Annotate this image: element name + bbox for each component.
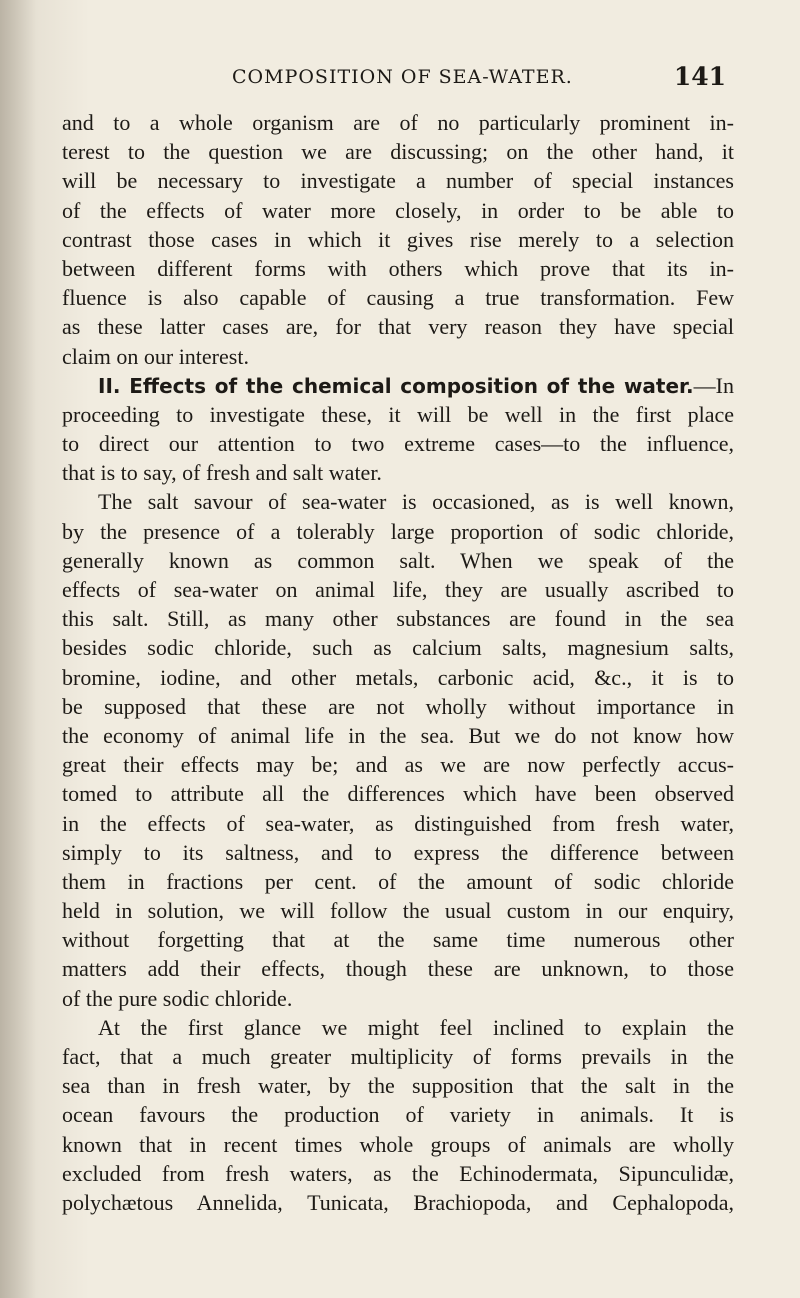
text-line: be supposed that these are not wholly without importance in <box>62 693 734 719</box>
section-heading-tail: —In <box>693 372 734 398</box>
text-line: simply to its saltness, and to express the difference between <box>62 839 734 865</box>
text-line: in the effects of sea-water, as distinguished from fresh water, <box>62 810 734 836</box>
text-line: as these latter cases are, for that very reason they have special <box>62 314 734 340</box>
text-line: bromine, iodine, and other metals, carbonic acid, &c., it is to <box>62 664 734 690</box>
text-line: generally known as common salt. When we speak of the <box>62 547 734 573</box>
binding-shadow <box>0 0 36 1298</box>
text-line: The salt savour of sea-water is occasioned, as is well known, <box>98 489 734 515</box>
text-line: and to a whole organism are of no particularly prominent in- <box>62 110 734 135</box>
text-line: terest to the question we are discussing; on the other hand, it <box>62 139 734 165</box>
text-line: that is to say, of fresh and salt water. <box>62 460 382 486</box>
text-line: proceeding to investigate these, it will be well in the first place <box>62 401 734 427</box>
text-line: known that in recent times whole groups of animals are wholly <box>62 1131 734 1157</box>
text-line: them in fractions per cent. of the amount of sodic chloride <box>62 868 734 894</box>
section-heading-line <box>62 371 734 400</box>
text-line: held in solution, we will follow the usual custom in our enquiry, <box>62 898 734 924</box>
text-line: between different forms with others which prove that its in- <box>62 255 734 281</box>
text-line: excluded from fresh waters, as the Echinodermata, Sipunculidæ, <box>62 1160 734 1186</box>
text-line: claim on our interest. <box>62 343 249 369</box>
text-line: without forgetting that at the same time numerous other <box>62 927 734 953</box>
text-line: will be necessary to investigate a number of special instances <box>62 168 734 194</box>
text-line: tomed to attribute all the differences which have been observed <box>62 781 734 807</box>
section-heading: II. Effects of the chemical composition of the water. <box>98 373 694 398</box>
text-line: by the presence of a tolerably large proportion of sodic chloride, <box>62 518 734 544</box>
running-head-title: COMPOSITION OF SEA-WATER. <box>232 66 573 88</box>
text-line: At the first glance we might feel inclined to explain the <box>98 1014 734 1040</box>
text-line: the economy of animal life in the sea. But we do not know how <box>62 722 734 748</box>
page-number: 141 <box>673 62 726 91</box>
text-line: matters add their effects, though these are unknown, to those <box>62 956 734 982</box>
text-line: of the effects of water more closely, in order to be able to <box>62 197 734 223</box>
text-line: effects of sea-water on animal life, they are usually ascribed to <box>62 577 734 602</box>
text-line: fluence is also capable of causing a true transformation. Few <box>62 285 734 311</box>
text-line: great their effects may be; and as we are now perfectly accus- <box>62 752 734 778</box>
text-line: polychætous Annelida, Tunicata, Brachiopoda, and Cephalopoda, <box>62 1189 734 1215</box>
text-line: ocean favours the production of variety in animals. It is <box>62 1102 734 1128</box>
text-line: besides sodic chloride, such as calcium salts, magnesium salts, <box>62 635 734 661</box>
text-line: of the pure sodic chloride. <box>62 985 293 1011</box>
text-line: this salt. Still, as many other substances are found in the sea <box>62 606 734 632</box>
text-line: fact, that a much greater multiplicity of forms prevails in the <box>62 1044 734 1069</box>
running-head <box>120 62 730 96</box>
text-line: sea than in fresh water, by the supposition that the salt in the <box>62 1073 734 1099</box>
text-line: to direct our attention to two extreme cases—to the influence, <box>62 431 734 457</box>
body-text <box>62 108 734 1217</box>
text-line: contrast those cases in which it gives rise merely to a selection <box>62 226 734 252</box>
